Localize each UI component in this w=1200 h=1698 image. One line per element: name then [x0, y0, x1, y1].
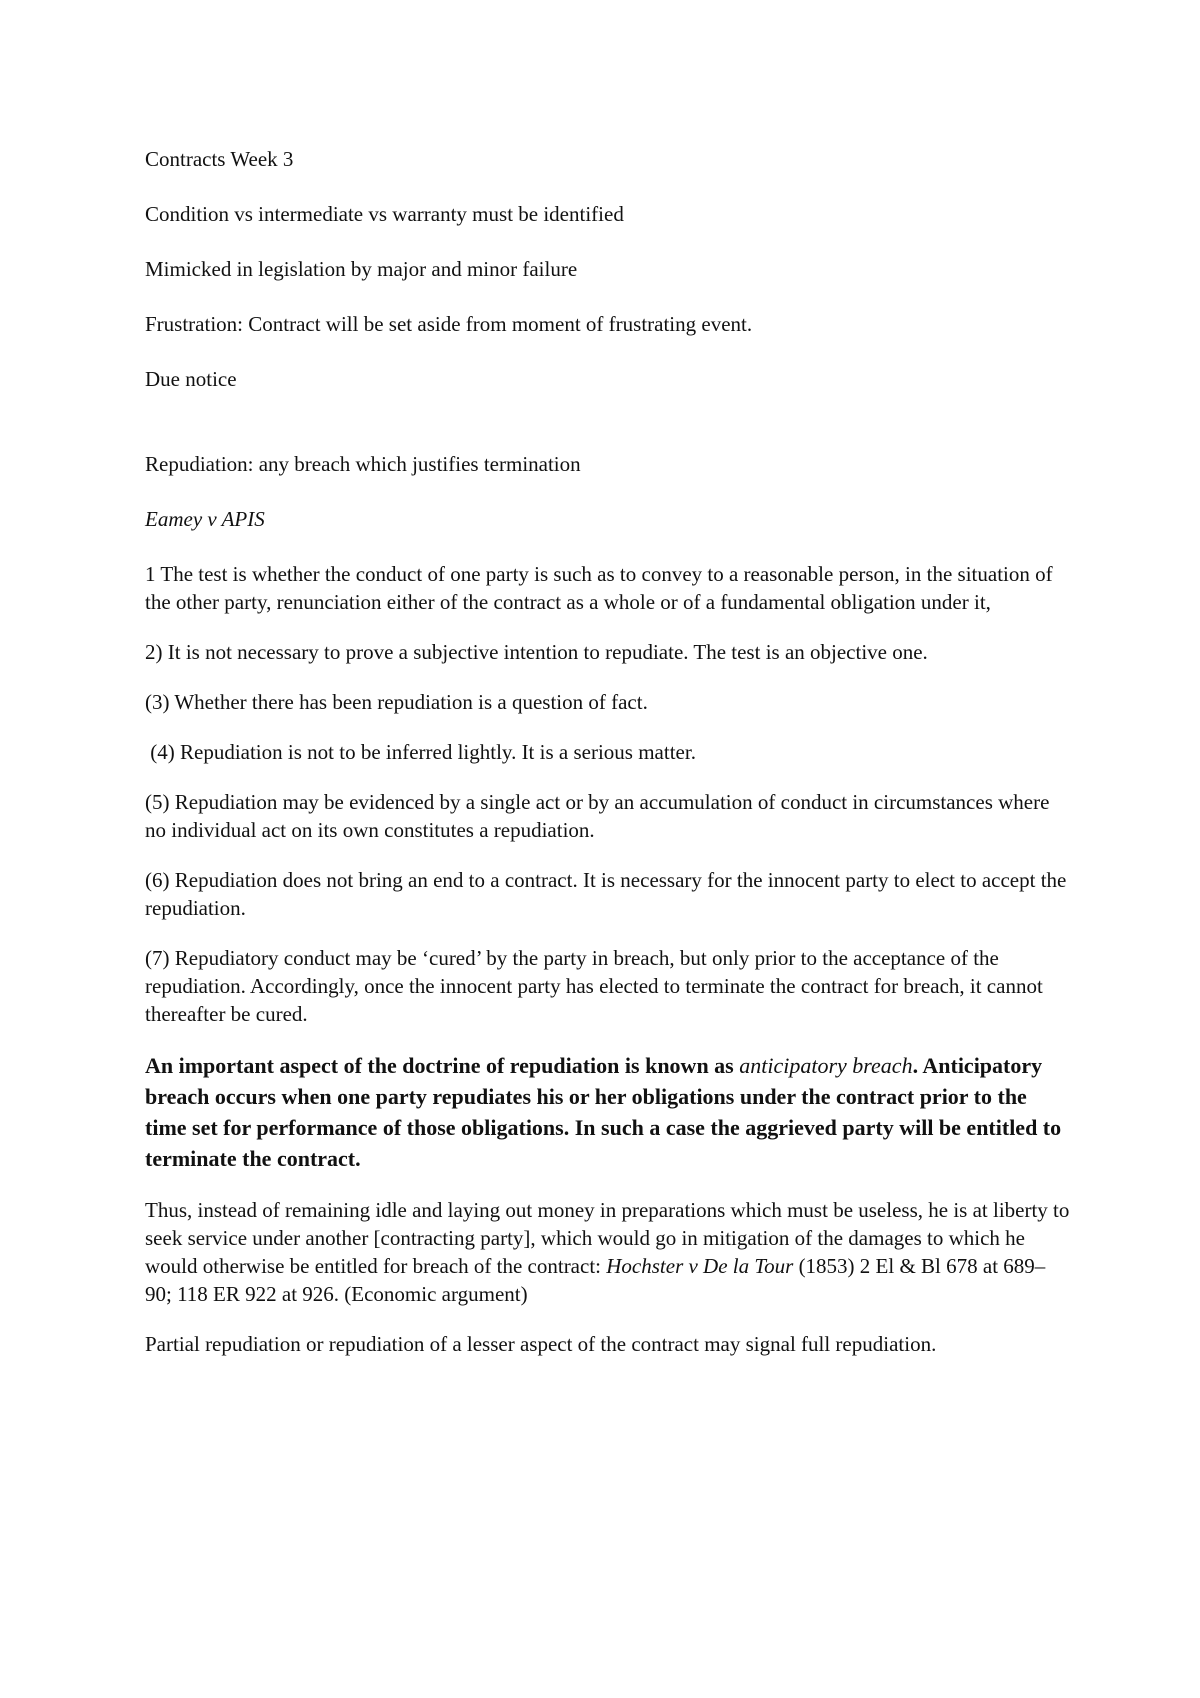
document-title: Contracts Week 3 — [145, 147, 294, 171]
list-item-point-7: (7) Repudiatory conduct may be ‘cured’ by the party in breach, but only prior to the acceptance of the repudiation. Accordingly, once the innocent party has elected to terminate the contract for breach, it cannot thereafter be cured. — [145, 946, 1043, 1026]
anticipatory-breach-term: anticipatory breach — [739, 1053, 913, 1078]
list-item-point-5: (5) Repudiation may be evidenced by a single act or by an accumulation of conduct in circumstances where no individual act on its own constitutes a repudiation. — [145, 790, 1050, 842]
paragraph-mimicked: Mimicked in legislation by major and minor failure — [145, 257, 578, 281]
document-body — [145, 145, 1070, 1358]
case-heading: Eamey v APIS — [145, 507, 265, 531]
paragraph-repudiation-definition: Repudiation: any breach which justifies termination — [145, 452, 581, 476]
paragraph-due-notice: Due notice — [145, 367, 237, 391]
bold-rest-text: . Anticipatory breach occurs when one party repudiates his or her obligations under the contract prior to the time set for performance of those obligations. In such a case the aggrieved party will be entitled to terminate the contract. — [145, 1053, 1062, 1171]
bold-intro-text: An important aspect of the doctrine of repudiation is known as — [145, 1053, 740, 1078]
thus-case-name: Hochster v De la Tour — [606, 1254, 794, 1278]
list-item-point-3: (3) Whether there has been repudiation is a question of fact. — [145, 690, 648, 714]
list-item-point-6: (6) Repudiation does not bring an end to a contract. It is necessary for the innocent party to elect to accept the repudiation. — [145, 868, 1067, 920]
thus-citation: (1853) 2 El & Bl 678 at 689–90; 118 ER 922 at 926. (Economic argument) — [145, 1254, 1046, 1306]
list-item-point-1: 1 The test is whether the conduct of one party is such as to convey to a reasonable person, in the situation of the other party, renunciation either of the contract as a whole or of a fundamental obligation under it, — [145, 562, 1053, 614]
paragraph-thus — [145, 1196, 1070, 1308]
paragraph-condition: Condition vs intermediate vs warranty must be identified — [145, 202, 624, 226]
paragraph-partial-repudiation: Partial repudiation or repudiation of a lesser aspect of the contract may signal full repudiation. — [145, 1332, 937, 1356]
thus-text: Thus, instead of remaining idle and laying out money in preparations which must be useless, he is at liberty to seek service under another [contracting party], which would go in mitigation of the damages to which he would otherwise be entitled for breach of the contract: — [145, 1198, 1070, 1278]
paragraph-anticipatory-breach — [145, 1050, 1070, 1174]
list-item-point-4: (4) Repudiation is not to be inferred lightly. It is a serious matter. — [145, 740, 696, 764]
paragraph-frustration: Frustration: Contract will be set aside from moment of frustrating event. — [145, 312, 753, 336]
list-item-point-2: 2) It is not necessary to prove a subjective intention to repudiate. The test is an objective one. — [145, 640, 928, 664]
